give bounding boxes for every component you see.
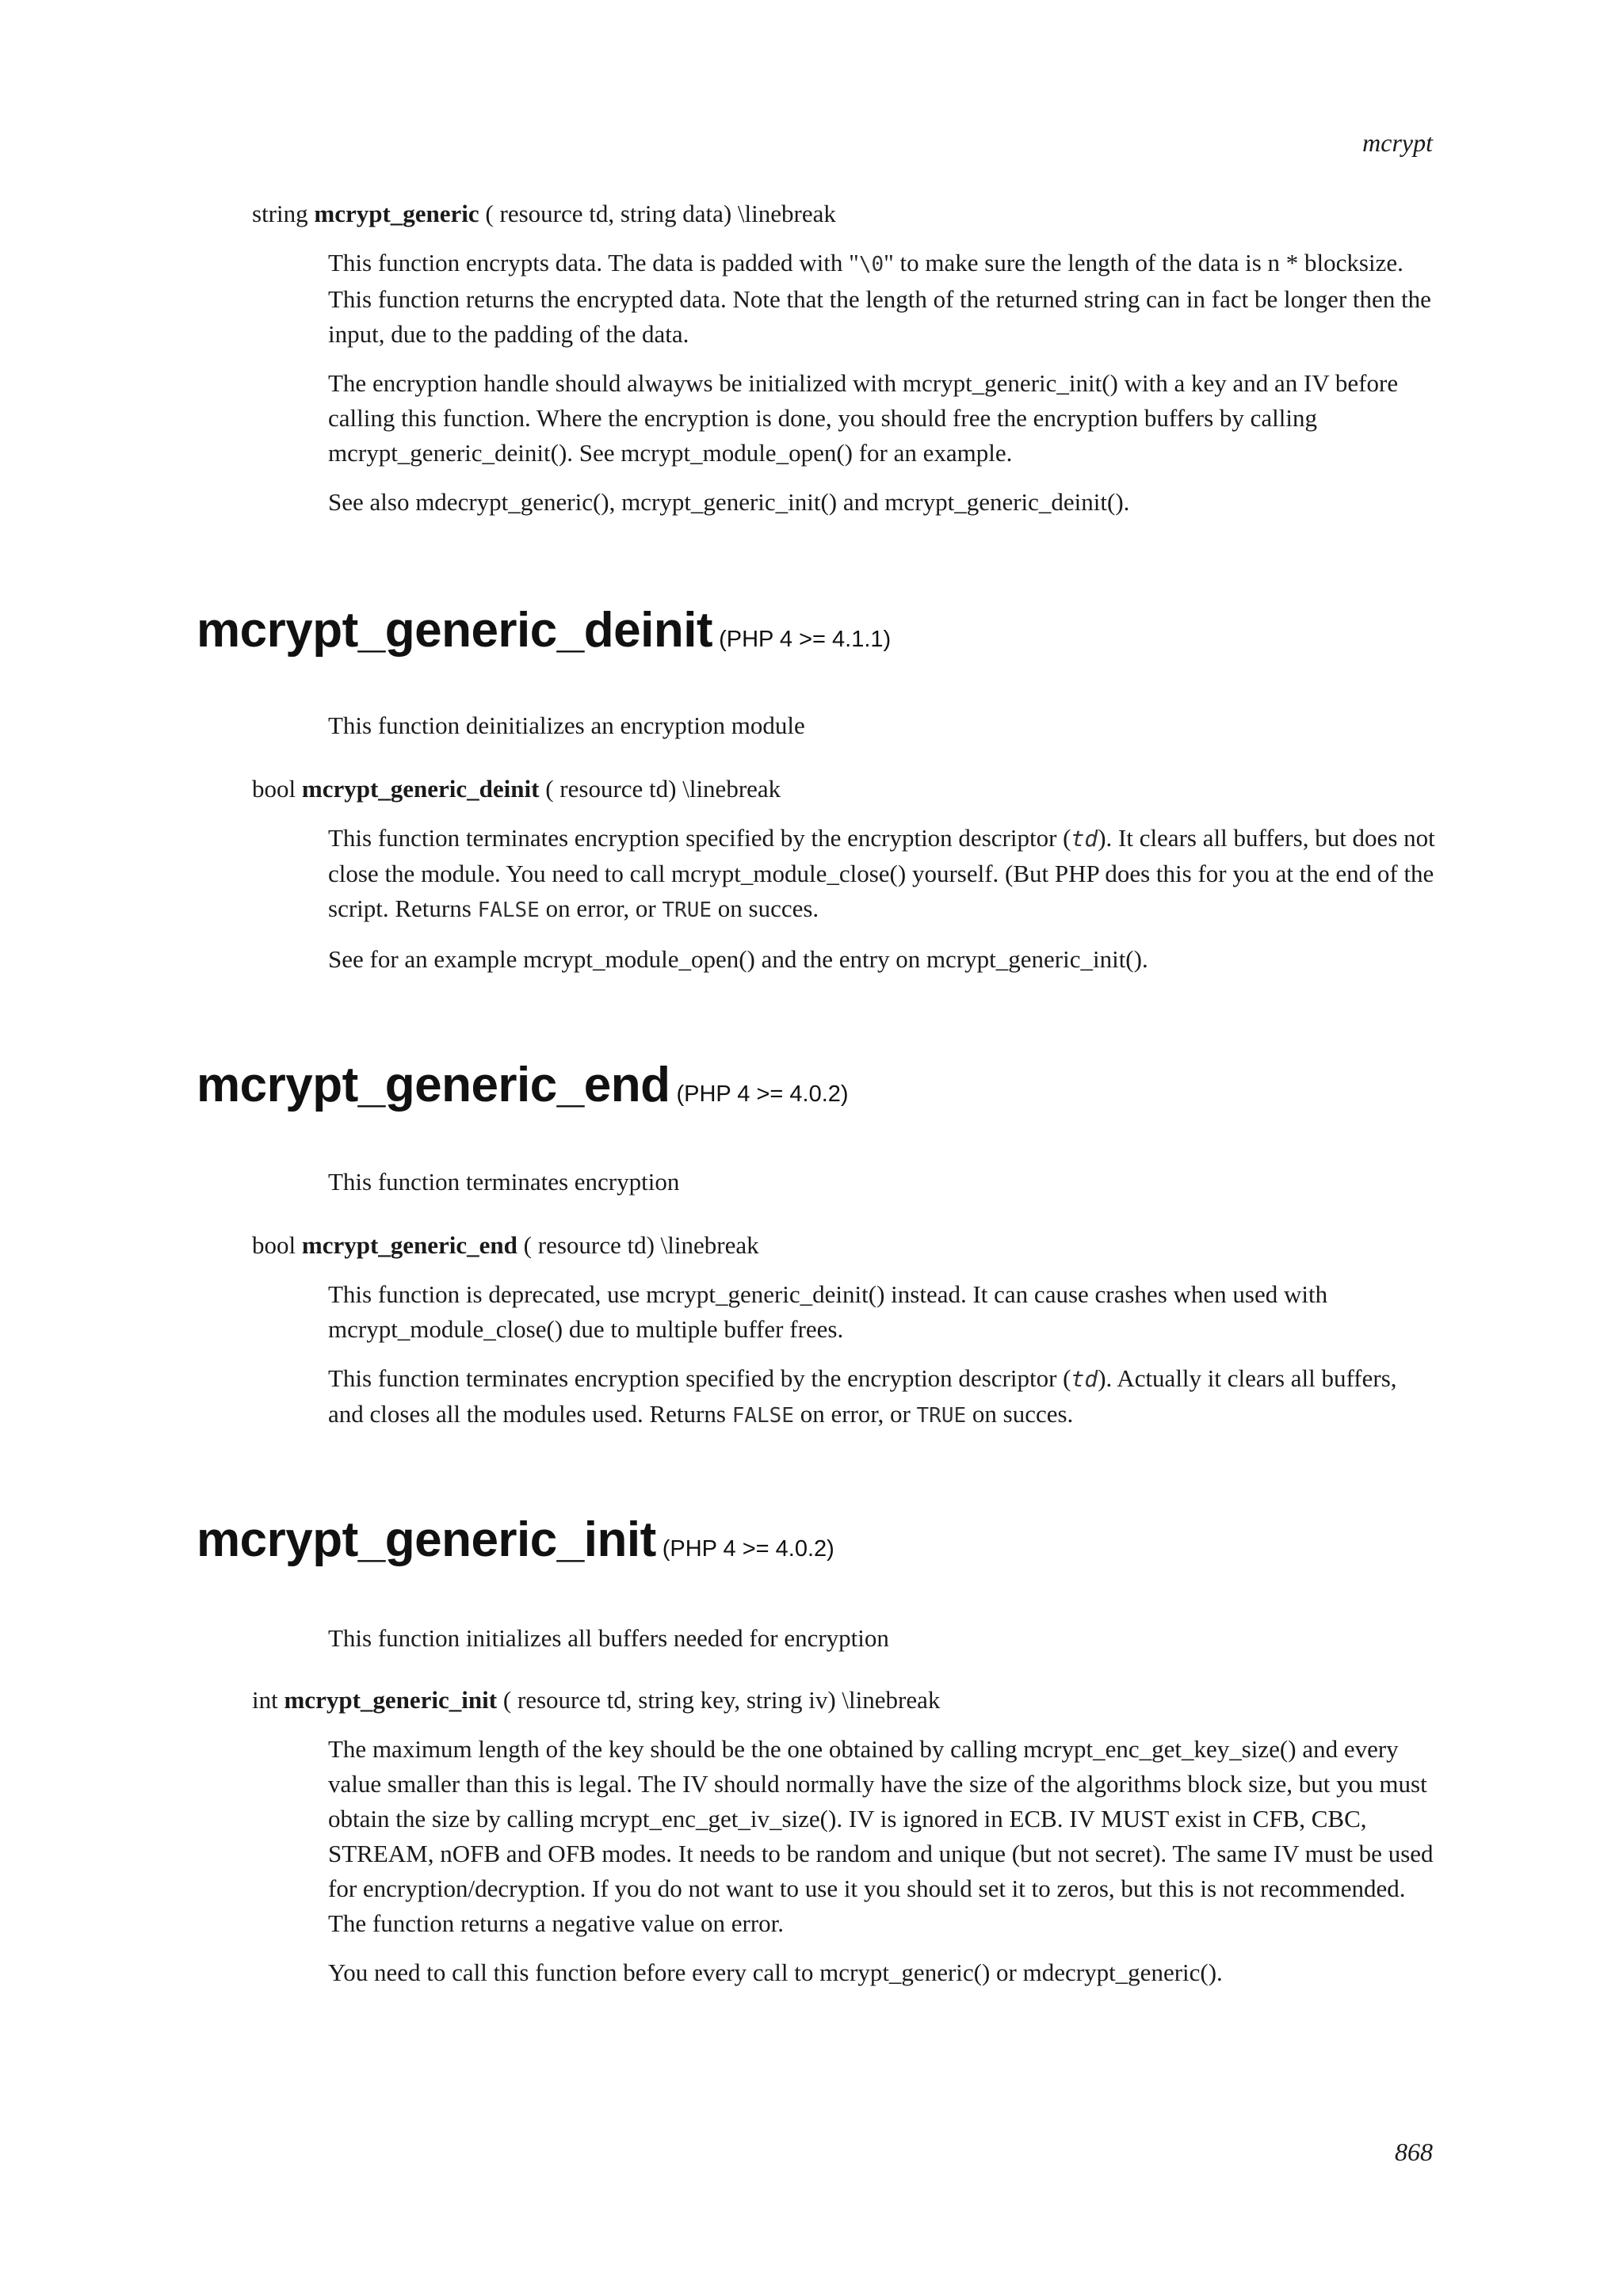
paragraph: You need to call this function before every call to mcrypt_generic() or mdecrypt_generic(). [328, 1958, 1223, 1986]
constant-literal: TRUE [662, 898, 712, 922]
param-literal: td [1071, 1366, 1098, 1392]
description-block [328, 821, 1438, 977]
paragraph: The encryption handle should alwayws be initialized with mcrypt_generic_init() with a key and an IV before calling this function. Where the encryption is done, you should free the encryption buffers by calling mcrypt_generic_deinit(). See mcrypt_module_open() for an example. [328, 369, 1399, 467]
section-heading [197, 1512, 834, 1568]
function-name: mcrypt_generic_init [284, 1686, 498, 1714]
function-summary: This function terminates encryption [328, 1168, 680, 1196]
function-name: mcrypt_generic_deinit [301, 775, 540, 803]
function-name: mcrypt_generic_end [301, 1231, 517, 1259]
paragraph: This function encrypts data. The data is padded with "\0" to make sure the length of the data is n * blocksize. This function returns the encrypted data. Note that the length of the returned string can in fact be longer then the input, due to the padding of the data. [328, 249, 1431, 348]
section-heading [197, 602, 891, 658]
function-params: ( resource td, string data) \linebreak [485, 200, 836, 227]
paragraph: See also mdecrypt_generic(), mcrypt_generic_init() and mcrypt_generic_deinit(). [328, 488, 1130, 516]
version-note: (PHP 4 >= 4.0.2) [662, 1536, 834, 1562]
paragraph: This function is deprecated, use mcrypt_generic_deinit() instead. It can cause crashes when used with mcrypt_module_close() due to multiple buffer frees. [328, 1280, 1328, 1343]
function-params: ( resource td, string key, string iv) \linebreak [502, 1686, 941, 1714]
function-synopsis [252, 1228, 759, 1263]
version-note: (PHP 4 >= 4.1.1) [719, 627, 892, 652]
page-number: 868 [1395, 2138, 1433, 2166]
function-synopsis [252, 196, 836, 231]
paragraph: The maximum length of the key should be the one obtained by calling mcrypt_enc_get_key_size() and every value smaller than this is legal. The IV should normally have the size of the algorithms block size, but you must obtain the size by calling mcrypt_enc_get_iv_size(). IV is ignored in ECB. IV MUST exist in CFB, CBC, STREAM, nOFB and OFB modes. It needs to be random and unique (but not secret). The same IV must be used for encryption/decryption. If you do not want to use it you should set it to zeros, but this is not recommended. The function returns a negative value on error. [328, 1735, 1434, 1937]
constant-literal: FALSE [731, 1404, 794, 1428]
description-block [328, 1277, 1438, 1433]
constant-literal: TRUE [916, 1404, 967, 1428]
function-summary: This function deinitializes an encryption module [328, 711, 805, 739]
return-type: string [252, 200, 308, 227]
function-title: mcrypt_generic_deinit [197, 603, 713, 658]
version-note: (PHP 4 >= 4.0.2) [676, 1081, 849, 1107]
function-summary: This function initializes all buffers needed for encryption [328, 1624, 889, 1652]
section-heading [197, 1057, 849, 1113]
function-synopsis [252, 1683, 940, 1718]
function-params: ( resource td) \linebreak [523, 1231, 759, 1259]
return-type: bool [252, 775, 296, 803]
code-literal: \0 [858, 253, 884, 277]
param-literal: td [1071, 826, 1098, 852]
paragraph: This function terminates encryption specified by the encryption descriptor (td). It clears all buffers, but does not close the module. You need to call mcrypt_module_close() yourself. (But PHP does this for you at the end of the script. Returns FALSE on error, or TRUE on succes. [328, 824, 1435, 922]
function-params: ( resource td) \linebreak [545, 775, 781, 803]
running-header: mcrypt [1362, 128, 1433, 157]
function-title: mcrypt_generic_init [197, 1512, 656, 1567]
function-title: mcrypt_generic_end [197, 1058, 670, 1112]
return-type: int [252, 1686, 278, 1714]
description-block [328, 246, 1438, 520]
paragraph: See for an example mcrypt_module_open() and the entry on mcrypt_generic_init(). [328, 945, 1148, 973]
return-type: bool [252, 1231, 296, 1259]
function-name: mcrypt_generic [314, 200, 479, 227]
description-block [328, 1732, 1438, 1990]
constant-literal: FALSE [477, 898, 540, 922]
function-synopsis [252, 772, 781, 807]
paragraph: This function terminates encryption specified by the encryption descriptor (td). Actually it clears all buffers, and closes all the modules used. Returns FALSE on error, or TRUE on succes. [328, 1364, 1397, 1428]
